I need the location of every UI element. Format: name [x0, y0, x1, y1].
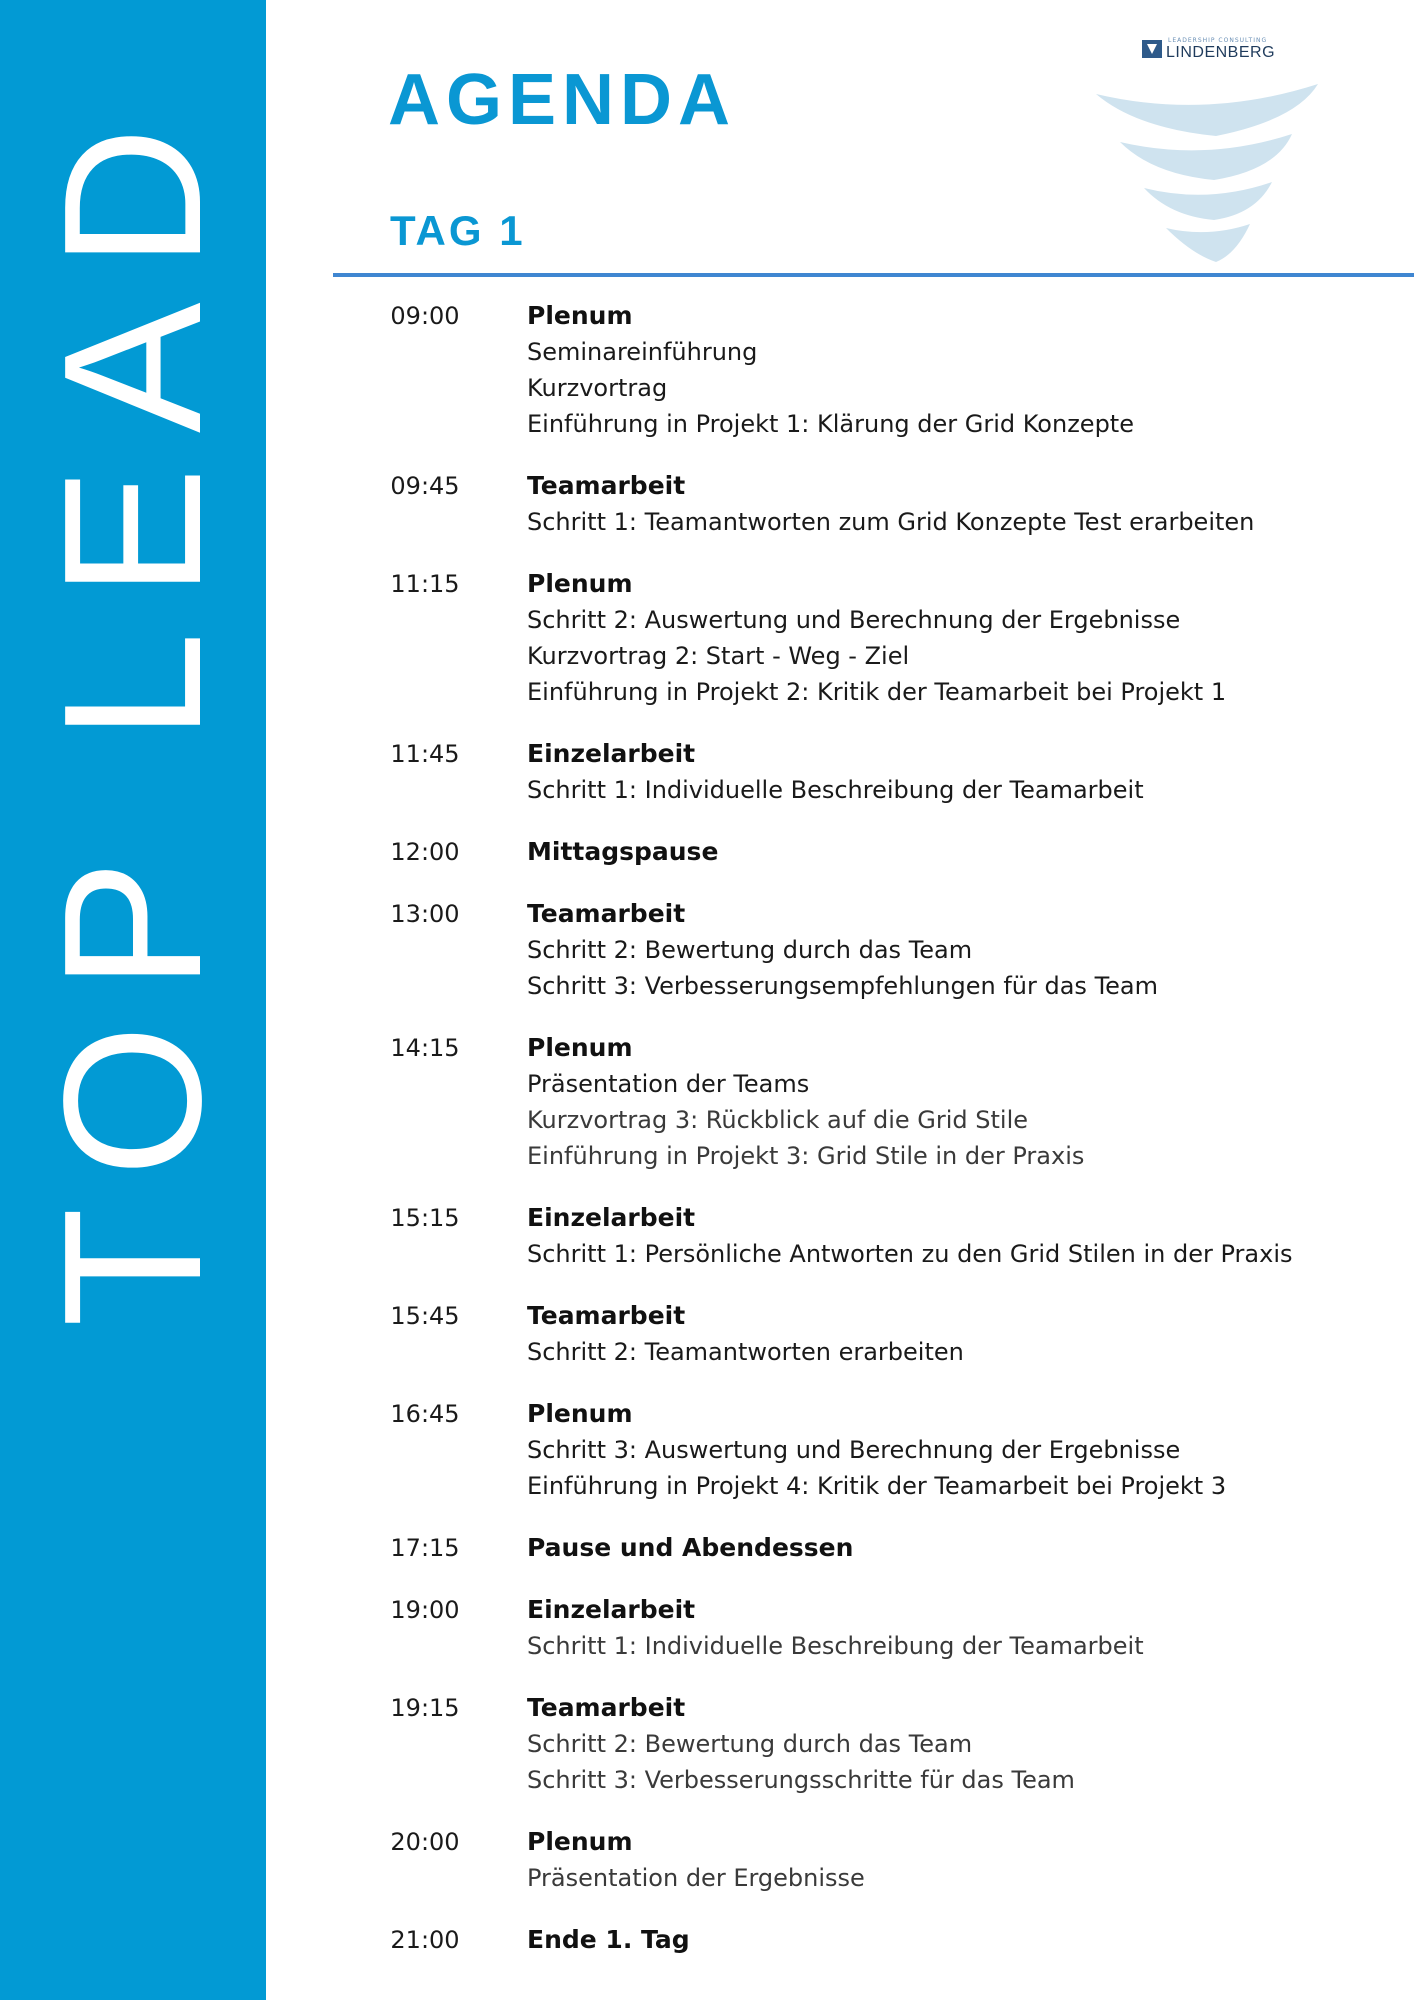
agenda-entry — [388, 1298, 1398, 1396]
entry-line: Schritt 1: Individuelle Beschreibung der Teamarbeit — [527, 1632, 1144, 1660]
entry-title: Einzelarbeit — [527, 739, 696, 768]
entry-line: Präsentation der Ergebnisse — [527, 1864, 865, 1892]
entry-time: 16:45 — [390, 1400, 460, 1428]
entry-time: 12:00 — [390, 838, 460, 866]
logo-name: LINDENBERG — [1166, 44, 1276, 61]
entry-title: Einzelarbeit — [527, 1595, 696, 1624]
entry-line: Schritt 3: Verbesserungsempfehlungen für das Team — [527, 972, 1158, 1000]
entry-line: Einführung in Projekt 4: Kritik der Teamarbeit bei Projekt 3 — [527, 1472, 1227, 1500]
entry-line: Einführung in Projekt 1: Klärung der Grid Konzepte — [527, 410, 1134, 438]
entry-line: Präsentation der Teams — [527, 1070, 810, 1098]
entry-time: 11:15 — [390, 570, 460, 598]
entry-title: Plenum — [527, 1033, 633, 1062]
header-divider — [333, 273, 1414, 277]
company-logo — [1096, 36, 1328, 262]
entry-title: Teamarbeit — [527, 899, 686, 928]
entry-time: 11:45 — [390, 740, 460, 768]
sidebar-banner — [0, 0, 266, 2000]
agenda-entry — [388, 834, 1398, 896]
entry-line: Schritt 2: Teamantworten erarbeiten — [527, 1338, 964, 1366]
entry-title: Plenum — [527, 1827, 633, 1856]
entry-time: 15:15 — [390, 1204, 460, 1232]
agenda-list — [388, 298, 1398, 1984]
entry-time: 19:15 — [390, 1694, 460, 1722]
entry-line: Schritt 3: Verbesserungsschritte für das Team — [527, 1766, 1075, 1794]
entry-title: Mittagspause — [527, 837, 719, 866]
entry-line: Einführung in Projekt 3: Grid Stile in der Praxis — [527, 1142, 1085, 1170]
entry-time: 21:00 — [390, 1926, 460, 1954]
page-title: AGENDA — [388, 60, 737, 140]
logo-tagline: LEADERSHIP CONSULTING — [1168, 37, 1268, 44]
entry-time: 13:00 — [390, 900, 460, 928]
agenda-entry — [388, 736, 1398, 834]
agenda-entry — [388, 896, 1398, 1030]
entry-title: Einzelarbeit — [527, 1203, 696, 1232]
agenda-entry — [388, 298, 1398, 468]
entry-time: 20:00 — [390, 1828, 460, 1856]
agenda-entry — [388, 1200, 1398, 1298]
entry-title: Teamarbeit — [527, 1693, 686, 1722]
entry-line: Kurzvortrag 2: Start - Weg - Ziel — [527, 642, 910, 670]
entry-time: 09:00 — [390, 302, 460, 330]
entry-line: Einführung in Projekt 2: Kritik der Teamarbeit bei Projekt 1 — [527, 678, 1227, 706]
entry-title: Plenum — [527, 569, 633, 598]
logo-mark-icon — [1142, 40, 1162, 58]
entry-line: Schritt 3: Auswertung und Berechnung der Ergebnisse — [527, 1436, 1181, 1464]
entry-title: Plenum — [527, 301, 633, 330]
agenda-entry — [388, 468, 1398, 566]
entry-line: Schritt 1: Persönliche Antworten zu den Grid Stilen in der Praxis — [527, 1240, 1293, 1268]
agenda-entry — [388, 1690, 1398, 1824]
entry-title: Teamarbeit — [527, 1301, 686, 1330]
entry-title: Teamarbeit — [527, 471, 686, 500]
agenda-entry — [388, 1530, 1398, 1592]
day-title: TAG 1 — [390, 207, 526, 254]
entry-line: Schritt 1: Individuelle Beschreibung der Teamarbeit — [527, 776, 1144, 804]
agenda-entry — [388, 1396, 1398, 1530]
agenda-entry — [388, 1030, 1398, 1200]
entry-title: Pause und Abendessen — [527, 1533, 854, 1562]
agenda-entry — [388, 566, 1398, 736]
entry-time: 17:15 — [390, 1534, 460, 1562]
sidebar-title: TOP LEAD — [23, 92, 242, 1328]
agenda-entry — [388, 1824, 1398, 1922]
entry-time: 19:00 — [390, 1596, 460, 1624]
entry-line: Seminareinführung — [527, 338, 758, 366]
entry-line: Schritt 1: Teamantworten zum Grid Konzepte Test erarbeiten — [527, 508, 1255, 536]
entry-title: Plenum — [527, 1399, 633, 1428]
entry-line: Schritt 2: Bewertung durch das Team — [527, 936, 973, 964]
entry-line: Kurzvortrag 3: Rückblick auf die Grid Stile — [527, 1106, 1029, 1134]
entry-time: 14:15 — [390, 1034, 460, 1062]
agenda-entry — [388, 1922, 1398, 1984]
entry-title: Ende 1. Tag — [527, 1925, 690, 1954]
agenda-entry — [388, 1592, 1398, 1690]
entry-line: Schritt 2: Auswertung und Berechnung der Ergebnisse — [527, 606, 1181, 634]
entry-time: 15:45 — [390, 1302, 460, 1330]
entry-line: Kurzvortrag — [527, 374, 668, 402]
tornado-swirl-icon — [1096, 58, 1328, 262]
entry-line: Schritt 2: Bewertung durch das Team — [527, 1730, 973, 1758]
entry-time: 09:45 — [390, 472, 460, 500]
